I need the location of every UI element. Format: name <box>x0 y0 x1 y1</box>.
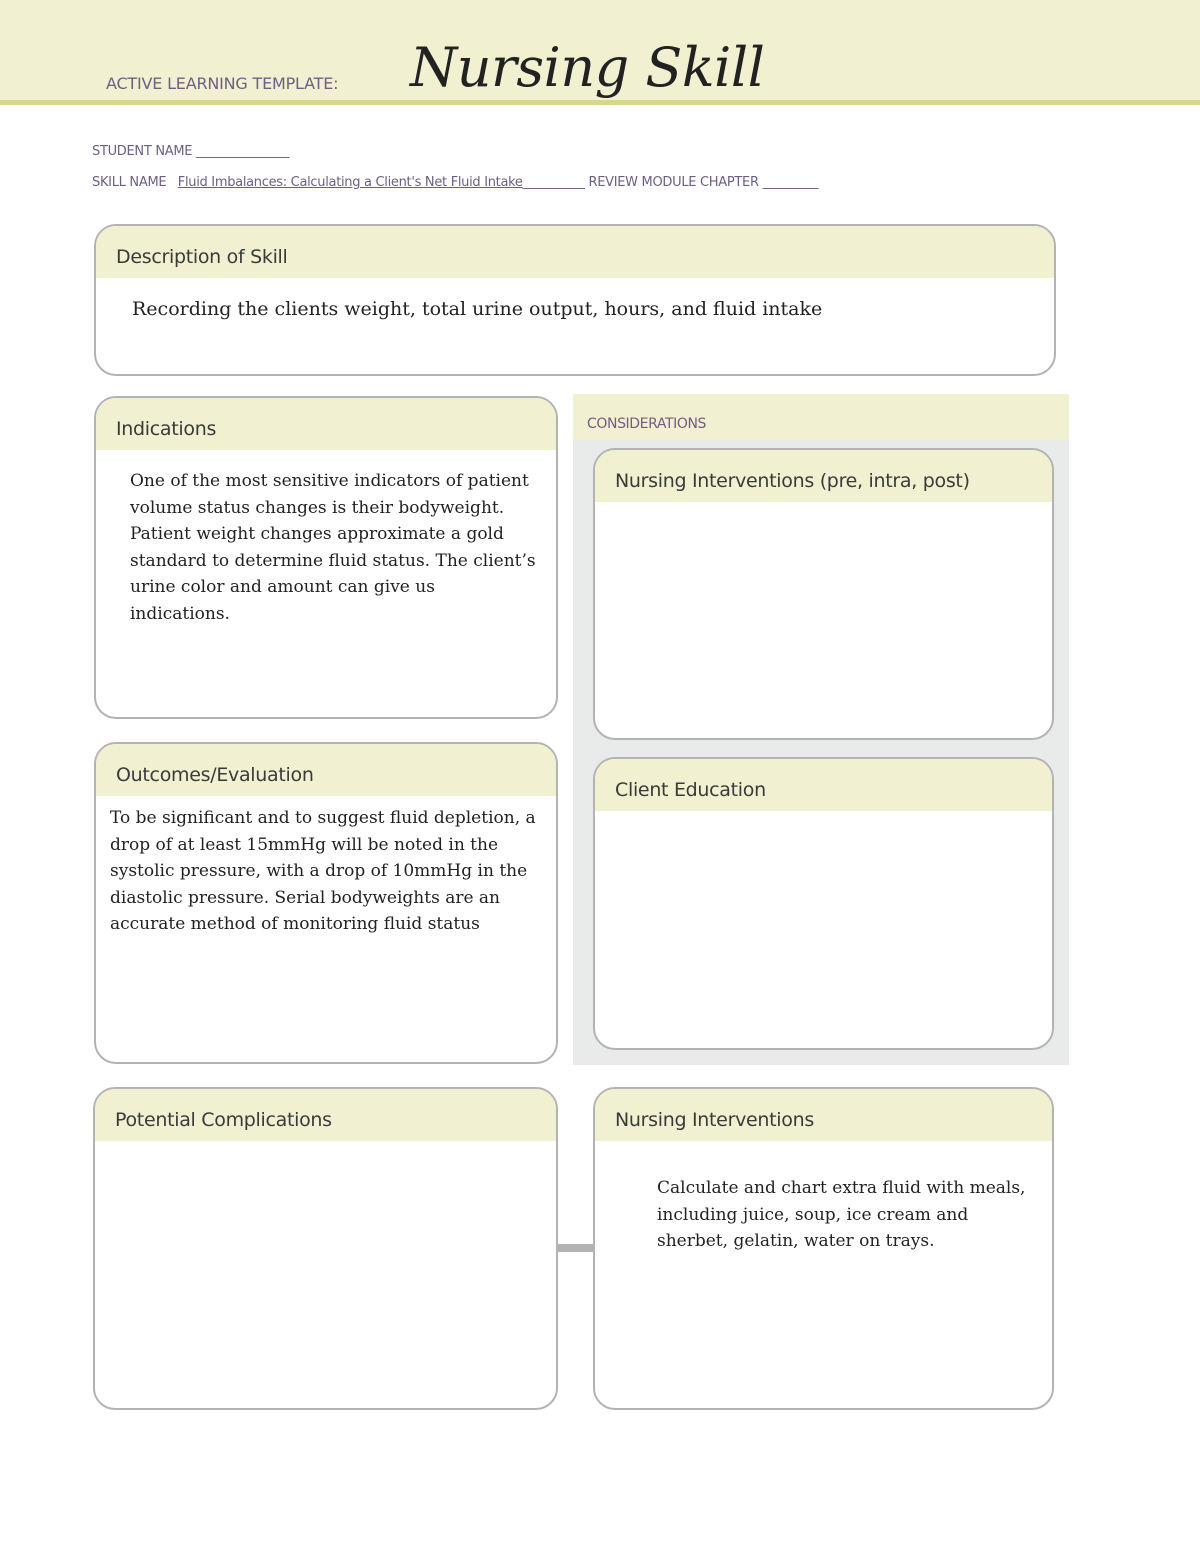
description-text[interactable]: Recording the clients weight, total urine output, hours, and fluid intake <box>132 298 823 320</box>
nursing-interventions-pre-box <box>593 448 1054 740</box>
review-module-blank[interactable]: _________ <box>762 175 819 190</box>
indications-text[interactable]: One of the most sensitive indicators of patient volume status changes is their bodyweight. Patient weight changes approximate a gold standard to determine fluid status. The client’s urine color and amount can give us indications. <box>130 471 536 624</box>
skill-name-blank: __________ <box>522 175 585 190</box>
client-education-box <box>593 757 1054 1050</box>
nursing-interventions-box <box>593 1087 1054 1410</box>
description-heading: Description of Skill <box>96 226 1054 278</box>
header-rule <box>0 100 1200 105</box>
outcomes-heading: Outcomes/Evaluation <box>96 744 556 796</box>
student-name-row <box>92 144 289 159</box>
indications-box <box>94 396 558 719</box>
student-name-blank[interactable]: _______________ <box>196 144 290 159</box>
outcomes-text[interactable]: To be significant and to suggest fluid depletion, a drop of at least 15mmHg will be noted in the systolic pressure, with a drop of 10mmHg in the diastolic pressure. Serial bodyweights are an accurate method of monitoring fluid status <box>110 808 536 934</box>
outcomes-box <box>94 742 558 1064</box>
nursing-interventions-pre-heading: Nursing Interventions (pre, intra, post) <box>595 450 1052 502</box>
skill-name-row <box>92 175 818 190</box>
template-label: ACTIVE LEARNING TEMPLATE: <box>106 74 339 93</box>
review-module-label: REVIEW MODULE CHAPTER <box>588 175 759 190</box>
nursing-interventions-heading: Nursing Interventions <box>595 1089 1052 1141</box>
nursing-interventions-text[interactable]: Calculate and chart extra fluid with meals, including juice, soup, ice cream and sherbet, gelatin, water on trays. <box>657 1178 1026 1251</box>
client-education-heading: Client Education <box>595 759 1052 811</box>
template-title: Nursing Skill <box>410 36 765 99</box>
description-box <box>94 224 1056 376</box>
box-connector <box>557 1244 593 1252</box>
complications-heading: Potential Complications <box>95 1089 556 1141</box>
student-name-label: STUDENT NAME <box>92 144 193 159</box>
considerations-label: CONSIDERATIONS <box>587 416 707 432</box>
skill-name-label: SKILL NAME <box>92 175 167 190</box>
complications-box <box>93 1087 558 1410</box>
skill-name-value[interactable]: Fluid Imbalances: Calculating a Client's Net Fluid Intake <box>177 175 523 190</box>
indications-heading: Indications <box>96 398 556 450</box>
